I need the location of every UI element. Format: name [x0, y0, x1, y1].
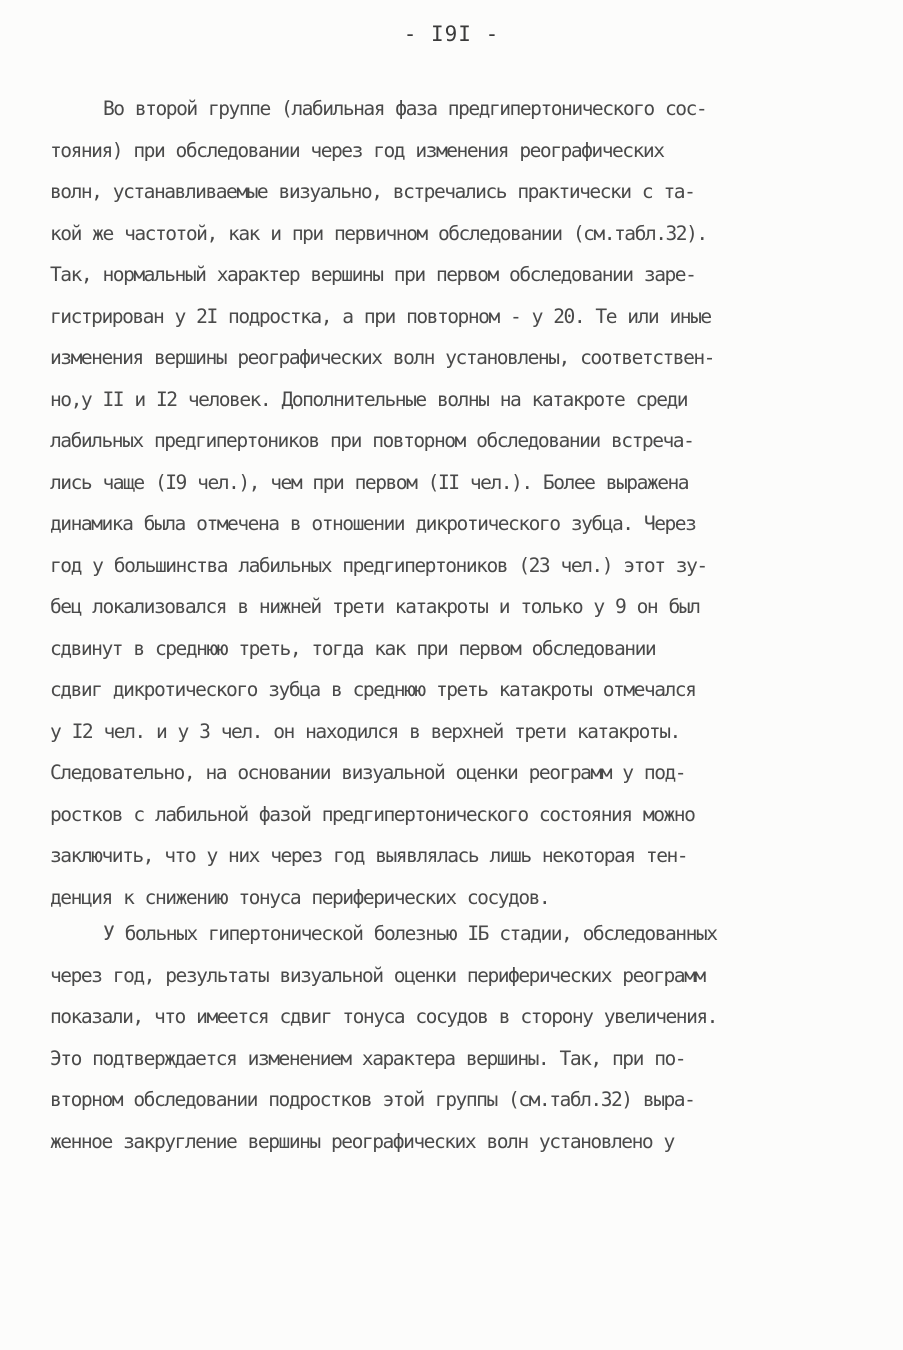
paragraph-line: денция к снижению тонуса периферических сосудов. [50, 885, 550, 909]
paragraph-line: вторном обследовании подростков этой группы (см.табл.32) выра- [50, 1088, 695, 1111]
paragraph-line: бец локализовался в нижней трети катакроты и только у 9 он был [50, 595, 700, 618]
paragraph-line: год у большинства лабильных предгипертоников (23 чел.) этот зу- [50, 553, 707, 577]
paragraph-line: у I2 чел. и у 3 чел. он находился в верхней трети катакроты. [50, 719, 680, 743]
paragraph-line: сдвинут в среднюю треть, тогда как при первом обследовании [50, 636, 656, 660]
paragraph-line: через год, результаты визуальной оценки периферических реограмм [50, 963, 705, 987]
paragraph-line: лись чаще (I9 чел.), чем при первом (II чел.). Более выражена [50, 470, 689, 494]
paragraph-line: женное закругление вершины реографических волн установлено у [50, 1129, 674, 1153]
paragraph-line: Во второй группе (лабильная фаза предгипертонического сос- [103, 97, 707, 120]
paragraph-line: но,у II и I2 человек. Дополнительные волны на катакроте среди [50, 387, 688, 411]
paragraph-line: Это подтверждается изменением характера вершины. Так, при по- [50, 1046, 686, 1070]
paragraph-line: показали, что имеется сдвиг тонуса сосудов в сторону увеличения. [50, 1005, 717, 1028]
paragraph-line: динамика была отмечена в отношении дикротического зубца. Через [50, 512, 696, 535]
paragraph-line: Следовательно, на основании визуальной оценки реограмм у под- [50, 761, 686, 784]
paragraph-hypertension-group [50, 913, 850, 1162]
paragraph-line: сдвиг дикротического зубца в среднюю треть катакроты отмечался [50, 678, 696, 701]
paragraph-line: изменения вершины реографических волн установлены, соответствен- [50, 346, 714, 369]
paragraph-line: ростков с лабильной фазой предгипертонического состояния можно [50, 802, 695, 826]
paragraph-line: заключить, что у них через год выявлялась лишь некоторая тен- [50, 844, 688, 867]
paragraph-lability-group [50, 88, 850, 918]
paragraph-line: гистрирован у 2I подростка, а при повторном - у 20. Те или иные [50, 304, 711, 328]
paragraph-line: кой же частотой, как и при первичном обследовании (см.табл.32). [50, 221, 707, 245]
paragraph-line: тояния) при обследовании через год изменения реографических [50, 138, 664, 162]
paragraph-line: лабильных предгипертоников при повторном обследовании встреча- [50, 429, 694, 452]
paragraph-line: У больных гипертонической болезнью IБ стадии, обследованных [103, 922, 717, 945]
paragraph-line: волн, устанавливаемые визуально, встречались практически с та- [50, 180, 695, 203]
page-number: - I9I - [403, 22, 500, 46]
paragraph-line: Так, нормальный характер вершины при первом обследовании заре- [50, 263, 696, 286]
